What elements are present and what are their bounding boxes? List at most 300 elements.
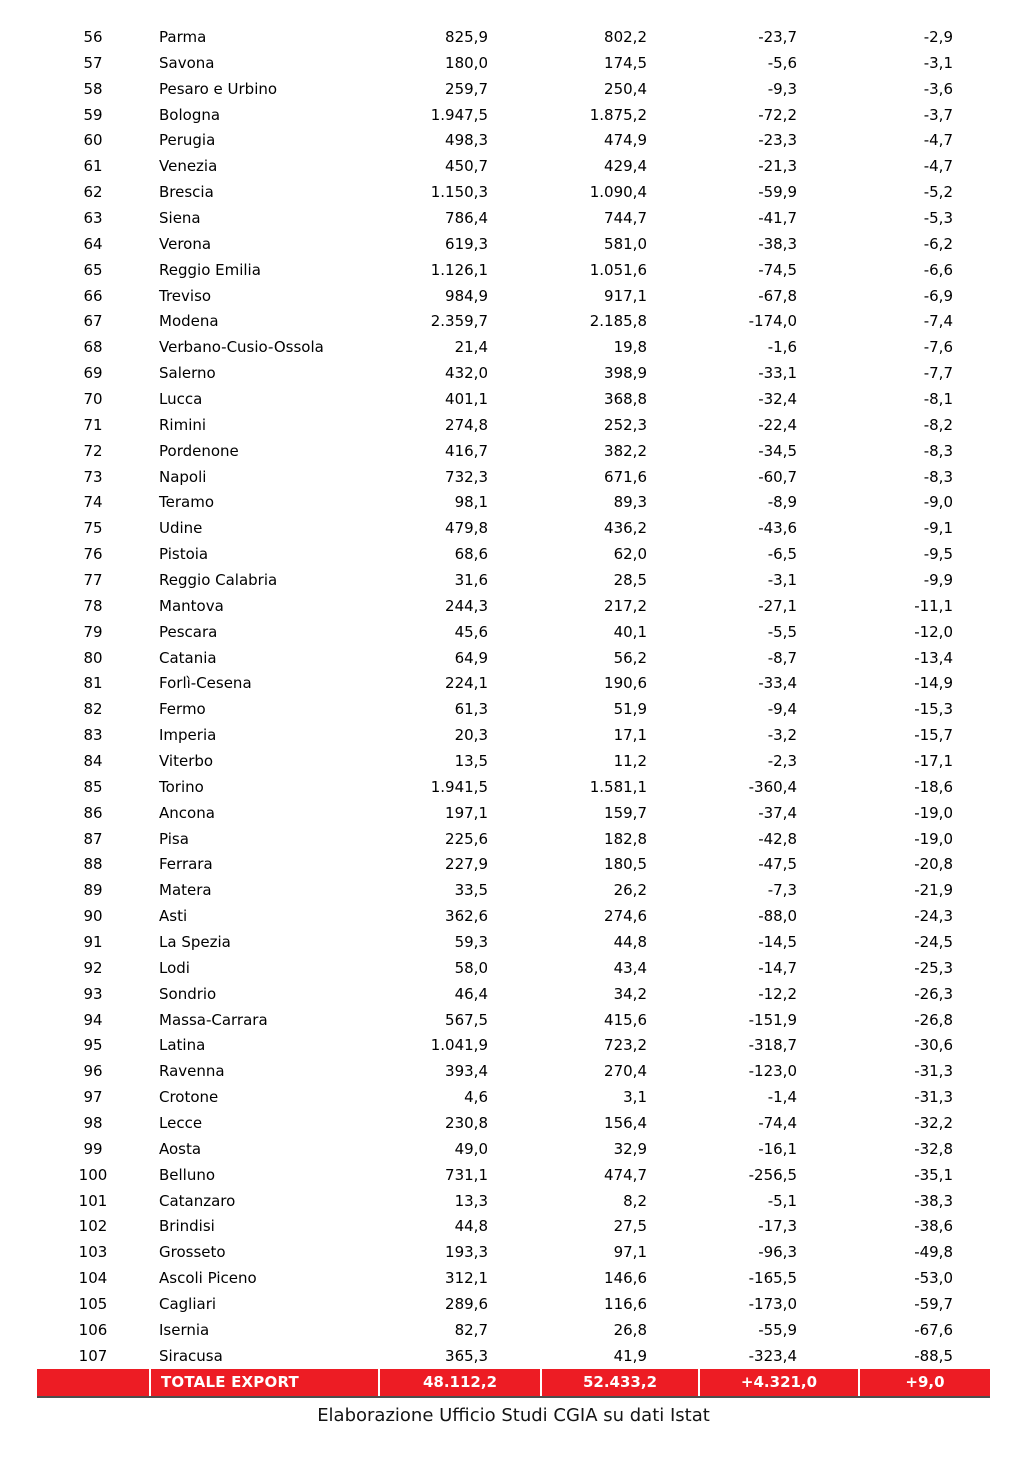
difference-cell: -14,7 [758, 958, 797, 977]
table-row [37, 334, 990, 360]
value-cell-1: 732,3 [445, 467, 488, 486]
value-cell-1: 312,1 [445, 1269, 488, 1288]
province-name-cell: Verbano-Cusio-Ossola [159, 338, 324, 357]
value-cell-1: 227,9 [445, 855, 488, 874]
value-cell-2: 1.090,4 [589, 183, 647, 202]
percent-change-cell: -15,7 [914, 726, 953, 745]
table-row [37, 515, 990, 541]
table-row [37, 1084, 990, 1110]
province-name-cell: Latina [159, 1036, 206, 1055]
difference-cell: -72,2 [758, 105, 797, 124]
province-name-cell: Imperia [159, 726, 217, 745]
difference-cell: -12,2 [758, 984, 797, 1003]
table-row [37, 1033, 990, 1059]
value-cell-2: 26,8 [613, 1320, 647, 1339]
percent-change-cell: -25,3 [914, 958, 953, 977]
percent-change-cell: -32,2 [914, 1114, 953, 1133]
value-cell-2: 190,6 [604, 674, 647, 693]
province-name-cell: Asti [159, 907, 188, 926]
value-cell-2: 34,2 [613, 984, 647, 1003]
difference-cell: -47,5 [758, 855, 797, 874]
province-name-cell: Siracusa [159, 1346, 223, 1365]
province-name-cell: Parma [159, 27, 207, 46]
province-name-cell: Crotone [159, 1088, 219, 1107]
province-name-cell: Reggio Emilia [159, 260, 261, 279]
table-row [37, 567, 990, 593]
value-cell-1: 230,8 [445, 1114, 488, 1133]
table-row [37, 360, 990, 386]
difference-cell: -3,1 [767, 570, 797, 589]
value-cell-2: 159,7 [604, 803, 647, 822]
percent-change-cell: -4,7 [923, 157, 953, 176]
province-name-cell: Venezia [159, 157, 218, 176]
rank-cell: 88 [83, 855, 103, 874]
value-cell-1: 44,8 [454, 1217, 488, 1236]
value-cell-2: 3,1 [623, 1088, 647, 1107]
province-name-cell: Belluno [159, 1165, 216, 1184]
value-cell-2: 62,0 [613, 545, 647, 564]
table-row [37, 981, 990, 1007]
value-cell-1: 479,8 [445, 519, 488, 538]
difference-cell: -174,0 [748, 312, 797, 331]
difference-cell: -23,3 [758, 131, 797, 150]
table-row [37, 852, 990, 878]
percent-change-cell: -32,8 [914, 1139, 953, 1158]
rank-cell: 65 [83, 260, 103, 279]
value-cell-1: 259,7 [445, 79, 488, 98]
value-cell-1: 365,3 [445, 1346, 488, 1365]
value-cell-2: 156,4 [604, 1114, 647, 1133]
percent-change-cell: -6,9 [923, 286, 953, 305]
value-cell-2: 51,9 [613, 700, 647, 719]
difference-cell: -96,3 [758, 1243, 797, 1262]
table-row [37, 50, 990, 76]
rank-cell: 95 [83, 1036, 103, 1055]
table-row [37, 386, 990, 412]
table-row [37, 955, 990, 981]
percent-change-cell: -24,5 [914, 933, 953, 951]
value-cell-2: 382,2 [604, 441, 647, 460]
rank-cell: 91 [83, 933, 103, 951]
province-name-cell: Catania [159, 648, 217, 667]
difference-cell: -165,5 [748, 1269, 797, 1288]
province-name-cell: Rimini [159, 415, 207, 434]
percent-change-cell: -6,2 [923, 234, 953, 253]
percent-change-cell: -38,6 [914, 1217, 953, 1236]
province-name-cell: Udine [159, 519, 203, 538]
rank-cell: 96 [83, 1062, 103, 1081]
rank-cell: 61 [83, 157, 103, 176]
province-name-cell: Brescia [159, 183, 214, 202]
percent-change-cell: -24,3 [914, 907, 953, 926]
percent-change-cell: -53,0 [914, 1269, 953, 1288]
table-row [37, 774, 990, 800]
table-row [37, 593, 990, 619]
province-name-cell: Lucca [159, 389, 203, 408]
percent-change-cell: -8,3 [923, 441, 953, 460]
difference-cell: -123,0 [748, 1062, 797, 1081]
rank-cell: 58 [83, 79, 103, 98]
table-row [37, 696, 990, 722]
value-cell-1: 193,3 [445, 1243, 488, 1262]
percent-change-cell: -3,7 [923, 105, 953, 124]
rank-cell: 94 [83, 1010, 103, 1029]
difference-cell: -151,9 [748, 1010, 797, 1029]
rank-cell: 77 [83, 570, 103, 589]
difference-cell: -42,8 [758, 829, 797, 848]
table-row [37, 748, 990, 774]
percent-change-cell: -67,6 [914, 1320, 953, 1339]
value-cell-2: 802,2 [604, 27, 647, 46]
percent-change-cell: -9,0 [923, 493, 953, 512]
table-row [37, 1291, 990, 1317]
table-row [37, 1058, 990, 1084]
value-cell-1: 31,6 [454, 570, 488, 589]
value-cell-1: 98,1 [454, 493, 488, 512]
percent-change-cell: -5,2 [923, 183, 953, 202]
difference-cell: -9,4 [767, 700, 797, 719]
difference-cell: -88,0 [758, 907, 797, 926]
difference-cell: -256,5 [748, 1165, 797, 1184]
rank-cell: 93 [83, 984, 103, 1003]
table-row [37, 877, 990, 903]
rank-cell: 92 [83, 958, 103, 977]
difference-cell: -34,5 [758, 441, 797, 460]
value-cell-1: 225,6 [445, 829, 488, 848]
total-value-1: 48.112,2 [378, 1369, 540, 1396]
province-name-cell: Bologna [159, 105, 221, 124]
table-row [37, 76, 990, 102]
value-cell-1: 224,1 [445, 674, 488, 693]
value-cell-1: 1.041,9 [430, 1036, 488, 1055]
province-name-cell: Treviso [159, 286, 212, 305]
difference-cell: -8,7 [767, 648, 797, 667]
table-row [37, 102, 990, 128]
province-name-cell: Verona [159, 234, 212, 253]
table-row [37, 645, 990, 671]
percent-change-cell: -38,3 [914, 1191, 953, 1210]
difference-cell: -6,5 [767, 545, 797, 564]
rank-cell: 74 [83, 493, 103, 512]
rank-cell: 99 [83, 1139, 103, 1158]
rank-cell: 81 [83, 674, 103, 693]
table-row [37, 412, 990, 438]
difference-cell: -173,0 [748, 1295, 797, 1314]
rank-cell: 56 [83, 27, 103, 46]
value-cell-2: 26,2 [613, 881, 647, 900]
value-cell-1: 401,1 [445, 389, 488, 408]
difference-cell: -59,9 [758, 183, 797, 202]
value-cell-2: 32,9 [613, 1139, 647, 1158]
percent-change-cell: -15,3 [914, 700, 953, 719]
rank-cell: 72 [83, 441, 103, 460]
rank-cell: 85 [83, 777, 103, 796]
rank-cell: 67 [83, 312, 103, 331]
percent-change-cell: -26,8 [914, 1010, 953, 1029]
percent-change-cell: -19,0 [914, 829, 953, 848]
value-cell-2: 44,8 [613, 933, 647, 951]
table-row [37, 1188, 990, 1214]
value-cell-2: 250,4 [604, 79, 647, 98]
rank-cell: 106 [78, 1320, 108, 1339]
table-row [37, 231, 990, 257]
table-row [37, 153, 990, 179]
province-name-cell: Isernia [159, 1320, 210, 1339]
value-cell-2: 671,6 [604, 467, 647, 486]
rank-cell: 107 [78, 1346, 108, 1365]
value-cell-2: 723,2 [604, 1036, 647, 1055]
value-cell-1: 4,6 [464, 1088, 488, 1107]
table-row [37, 205, 990, 231]
value-cell-2: 274,6 [604, 907, 647, 926]
province-name-cell: Viterbo [159, 751, 214, 770]
difference-cell: -33,4 [758, 674, 797, 693]
province-name-cell: Pistoia [159, 545, 209, 564]
province-name-cell: Pesaro e Urbino [159, 79, 278, 98]
province-name-cell: Napoli [159, 467, 207, 486]
province-name-cell: Sondrio [159, 984, 217, 1003]
value-cell-1: 1.150,3 [430, 183, 488, 202]
table-row [37, 308, 990, 334]
difference-cell: -1,4 [767, 1088, 797, 1107]
percent-change-cell: -30,6 [914, 1036, 953, 1055]
province-name-cell: Lecce [159, 1114, 203, 1133]
value-cell-1: 786,4 [445, 208, 488, 227]
table-row [37, 1214, 990, 1240]
rank-cell: 100 [78, 1165, 108, 1184]
province-name-cell: Savona [159, 53, 215, 72]
table-body [37, 24, 990, 1369]
value-cell-1: 58,0 [454, 958, 488, 977]
difference-cell: -27,1 [758, 596, 797, 615]
percent-change-cell: -9,9 [923, 570, 953, 589]
percent-change-cell: -21,9 [914, 881, 953, 900]
table-row [37, 1239, 990, 1265]
total-difference: +4.321,0 [698, 1369, 858, 1396]
percent-change-cell: -8,3 [923, 467, 953, 486]
value-cell-2: 581,0 [604, 234, 647, 253]
value-cell-1: 825,9 [445, 27, 488, 46]
rank-cell: 64 [83, 234, 103, 253]
rank-cell: 69 [83, 364, 103, 383]
percent-change-cell: -7,6 [923, 338, 953, 357]
table-row [37, 903, 990, 929]
value-cell-2: 17,1 [613, 726, 647, 745]
percent-change-cell: -5,3 [923, 208, 953, 227]
province-name-cell: Teramo [159, 493, 214, 512]
table-row [37, 489, 990, 515]
table-row [37, 179, 990, 205]
percent-change-cell: -88,5 [914, 1346, 953, 1365]
province-name-cell: Pisa [159, 829, 189, 848]
value-cell-2: 116,6 [604, 1295, 647, 1314]
difference-cell: -67,8 [758, 286, 797, 305]
value-cell-1: 68,6 [454, 545, 488, 564]
value-cell-1: 731,1 [445, 1165, 488, 1184]
rank-cell: 70 [83, 389, 103, 408]
table-row [37, 257, 990, 283]
rank-cell: 76 [83, 545, 103, 564]
difference-cell: -360,4 [748, 777, 797, 796]
percent-change-cell: -35,1 [914, 1165, 953, 1184]
rank-cell: 71 [83, 415, 103, 434]
value-cell-2: 56,2 [613, 648, 647, 667]
table-row [37, 24, 990, 50]
rank-cell: 60 [83, 131, 103, 150]
value-cell-1: 289,6 [445, 1295, 488, 1314]
table-row [37, 283, 990, 309]
value-cell-2: 27,5 [613, 1217, 647, 1236]
table-row [37, 1343, 990, 1369]
province-name-cell: Modena [159, 312, 219, 331]
value-cell-1: 46,4 [454, 984, 488, 1003]
rank-cell: 62 [83, 183, 103, 202]
percent-change-cell: -59,7 [914, 1295, 953, 1314]
percent-change-cell: -19,0 [914, 803, 953, 822]
difference-cell: -23,7 [758, 27, 797, 46]
value-cell-1: 13,3 [454, 1191, 488, 1210]
difference-cell: -17,3 [758, 1217, 797, 1236]
difference-cell: -22,4 [758, 415, 797, 434]
export-table [37, 24, 990, 1398]
percent-change-cell: -4,7 [923, 131, 953, 150]
percent-change-cell: -20,8 [914, 855, 953, 874]
province-name-cell: Massa-Carrara [159, 1010, 268, 1029]
difference-cell: -16,1 [758, 1139, 797, 1158]
total-rank-cell [37, 1369, 149, 1396]
value-cell-1: 197,1 [445, 803, 488, 822]
table-row [37, 1110, 990, 1136]
value-cell-1: 274,8 [445, 415, 488, 434]
value-cell-1: 1.126,1 [430, 260, 488, 279]
total-row [37, 1369, 990, 1398]
value-cell-1: 450,7 [445, 157, 488, 176]
percent-change-cell: -31,3 [914, 1062, 953, 1081]
rank-cell: 104 [78, 1269, 108, 1288]
province-name-cell: Brindisi [159, 1217, 215, 1236]
percent-change-cell: -7,4 [923, 312, 953, 331]
difference-cell: -60,7 [758, 467, 797, 486]
rank-cell: 89 [83, 881, 103, 900]
value-cell-1: 567,5 [445, 1010, 488, 1029]
percent-change-cell: -3,6 [923, 79, 953, 98]
province-name-cell: Perugia [159, 131, 216, 150]
province-name-cell: Fermo [159, 700, 206, 719]
value-cell-2: 474,7 [604, 1165, 647, 1184]
province-name-cell: La Spezia [159, 933, 231, 951]
value-cell-1: 362,6 [445, 907, 488, 926]
value-cell-1: 1.947,5 [430, 105, 488, 124]
value-cell-1: 82,7 [454, 1320, 488, 1339]
table-row [37, 1162, 990, 1188]
province-name-cell: Salerno [159, 364, 216, 383]
difference-cell: -33,1 [758, 364, 797, 383]
difference-cell: -5,5 [767, 622, 797, 641]
table-row [37, 929, 990, 955]
value-cell-2: 8,2 [623, 1191, 647, 1210]
table-row [37, 127, 990, 153]
rank-cell: 90 [83, 907, 103, 926]
value-cell-2: 89,3 [613, 493, 647, 512]
value-cell-2: 252,3 [604, 415, 647, 434]
total-value-2: 52.433,2 [540, 1369, 698, 1396]
rank-cell: 63 [83, 208, 103, 227]
province-name-cell: Lodi [159, 958, 190, 977]
value-cell-1: 432,0 [445, 364, 488, 383]
difference-cell: -318,7 [748, 1036, 797, 1055]
percent-change-cell: -18,6 [914, 777, 953, 796]
percent-change-cell: -17,1 [914, 751, 953, 770]
percent-change-cell: -2,9 [923, 27, 953, 46]
percent-change-cell: -11,1 [914, 596, 953, 615]
rank-cell: 75 [83, 519, 103, 538]
rank-cell: 86 [83, 803, 103, 822]
value-cell-1: 619,3 [445, 234, 488, 253]
table-row [37, 670, 990, 696]
value-cell-2: 429,4 [604, 157, 647, 176]
difference-cell: -74,4 [758, 1114, 797, 1133]
difference-cell: -2,3 [767, 751, 797, 770]
difference-cell: -38,3 [758, 234, 797, 253]
rank-cell: 80 [83, 648, 103, 667]
province-name-cell: Siena [159, 208, 201, 227]
value-cell-2: 1.581,1 [589, 777, 647, 796]
value-cell-2: 43,4 [613, 958, 647, 977]
province-name-cell: Cagliari [159, 1295, 217, 1314]
table-row [37, 800, 990, 826]
rank-cell: 84 [83, 751, 103, 770]
value-cell-2: 40,1 [613, 622, 647, 641]
rank-cell: 82 [83, 700, 103, 719]
value-cell-1: 393,4 [445, 1062, 488, 1081]
percent-change-cell: -31,3 [914, 1088, 953, 1107]
value-cell-2: 270,4 [604, 1062, 647, 1081]
rank-cell: 98 [83, 1114, 103, 1133]
difference-cell: -5,6 [767, 53, 797, 72]
province-name-cell: Ferrara [159, 855, 213, 874]
percent-change-cell: -9,1 [923, 519, 953, 538]
difference-cell: -5,1 [767, 1191, 797, 1210]
table-row [37, 722, 990, 748]
value-cell-1: 2.359,7 [430, 312, 488, 331]
table-row [37, 619, 990, 645]
value-cell-1: 33,5 [454, 881, 488, 900]
rank-cell: 79 [83, 622, 103, 641]
value-cell-2: 146,6 [604, 1269, 647, 1288]
rank-cell: 97 [83, 1088, 103, 1107]
value-cell-2: 1.051,6 [589, 260, 647, 279]
value-cell-2: 182,8 [604, 829, 647, 848]
value-cell-2: 368,8 [604, 389, 647, 408]
value-cell-2: 28,5 [613, 570, 647, 589]
difference-cell: -1,6 [767, 338, 797, 357]
value-cell-1: 13,5 [454, 751, 488, 770]
value-cell-2: 217,2 [604, 596, 647, 615]
value-cell-2: 1.875,2 [589, 105, 647, 124]
difference-cell: -21,3 [758, 157, 797, 176]
rank-cell: 78 [83, 596, 103, 615]
province-name-cell: Ancona [159, 803, 215, 822]
table-row [37, 1136, 990, 1162]
province-name-cell: Reggio Calabria [159, 570, 278, 589]
rank-cell: 68 [83, 338, 103, 357]
value-cell-1: 244,3 [445, 596, 488, 615]
percent-change-cell: -8,2 [923, 415, 953, 434]
value-cell-1: 61,3 [454, 700, 488, 719]
value-cell-1: 1.941,5 [430, 777, 488, 796]
rank-cell: 87 [83, 829, 103, 848]
value-cell-2: 474,9 [604, 131, 647, 150]
